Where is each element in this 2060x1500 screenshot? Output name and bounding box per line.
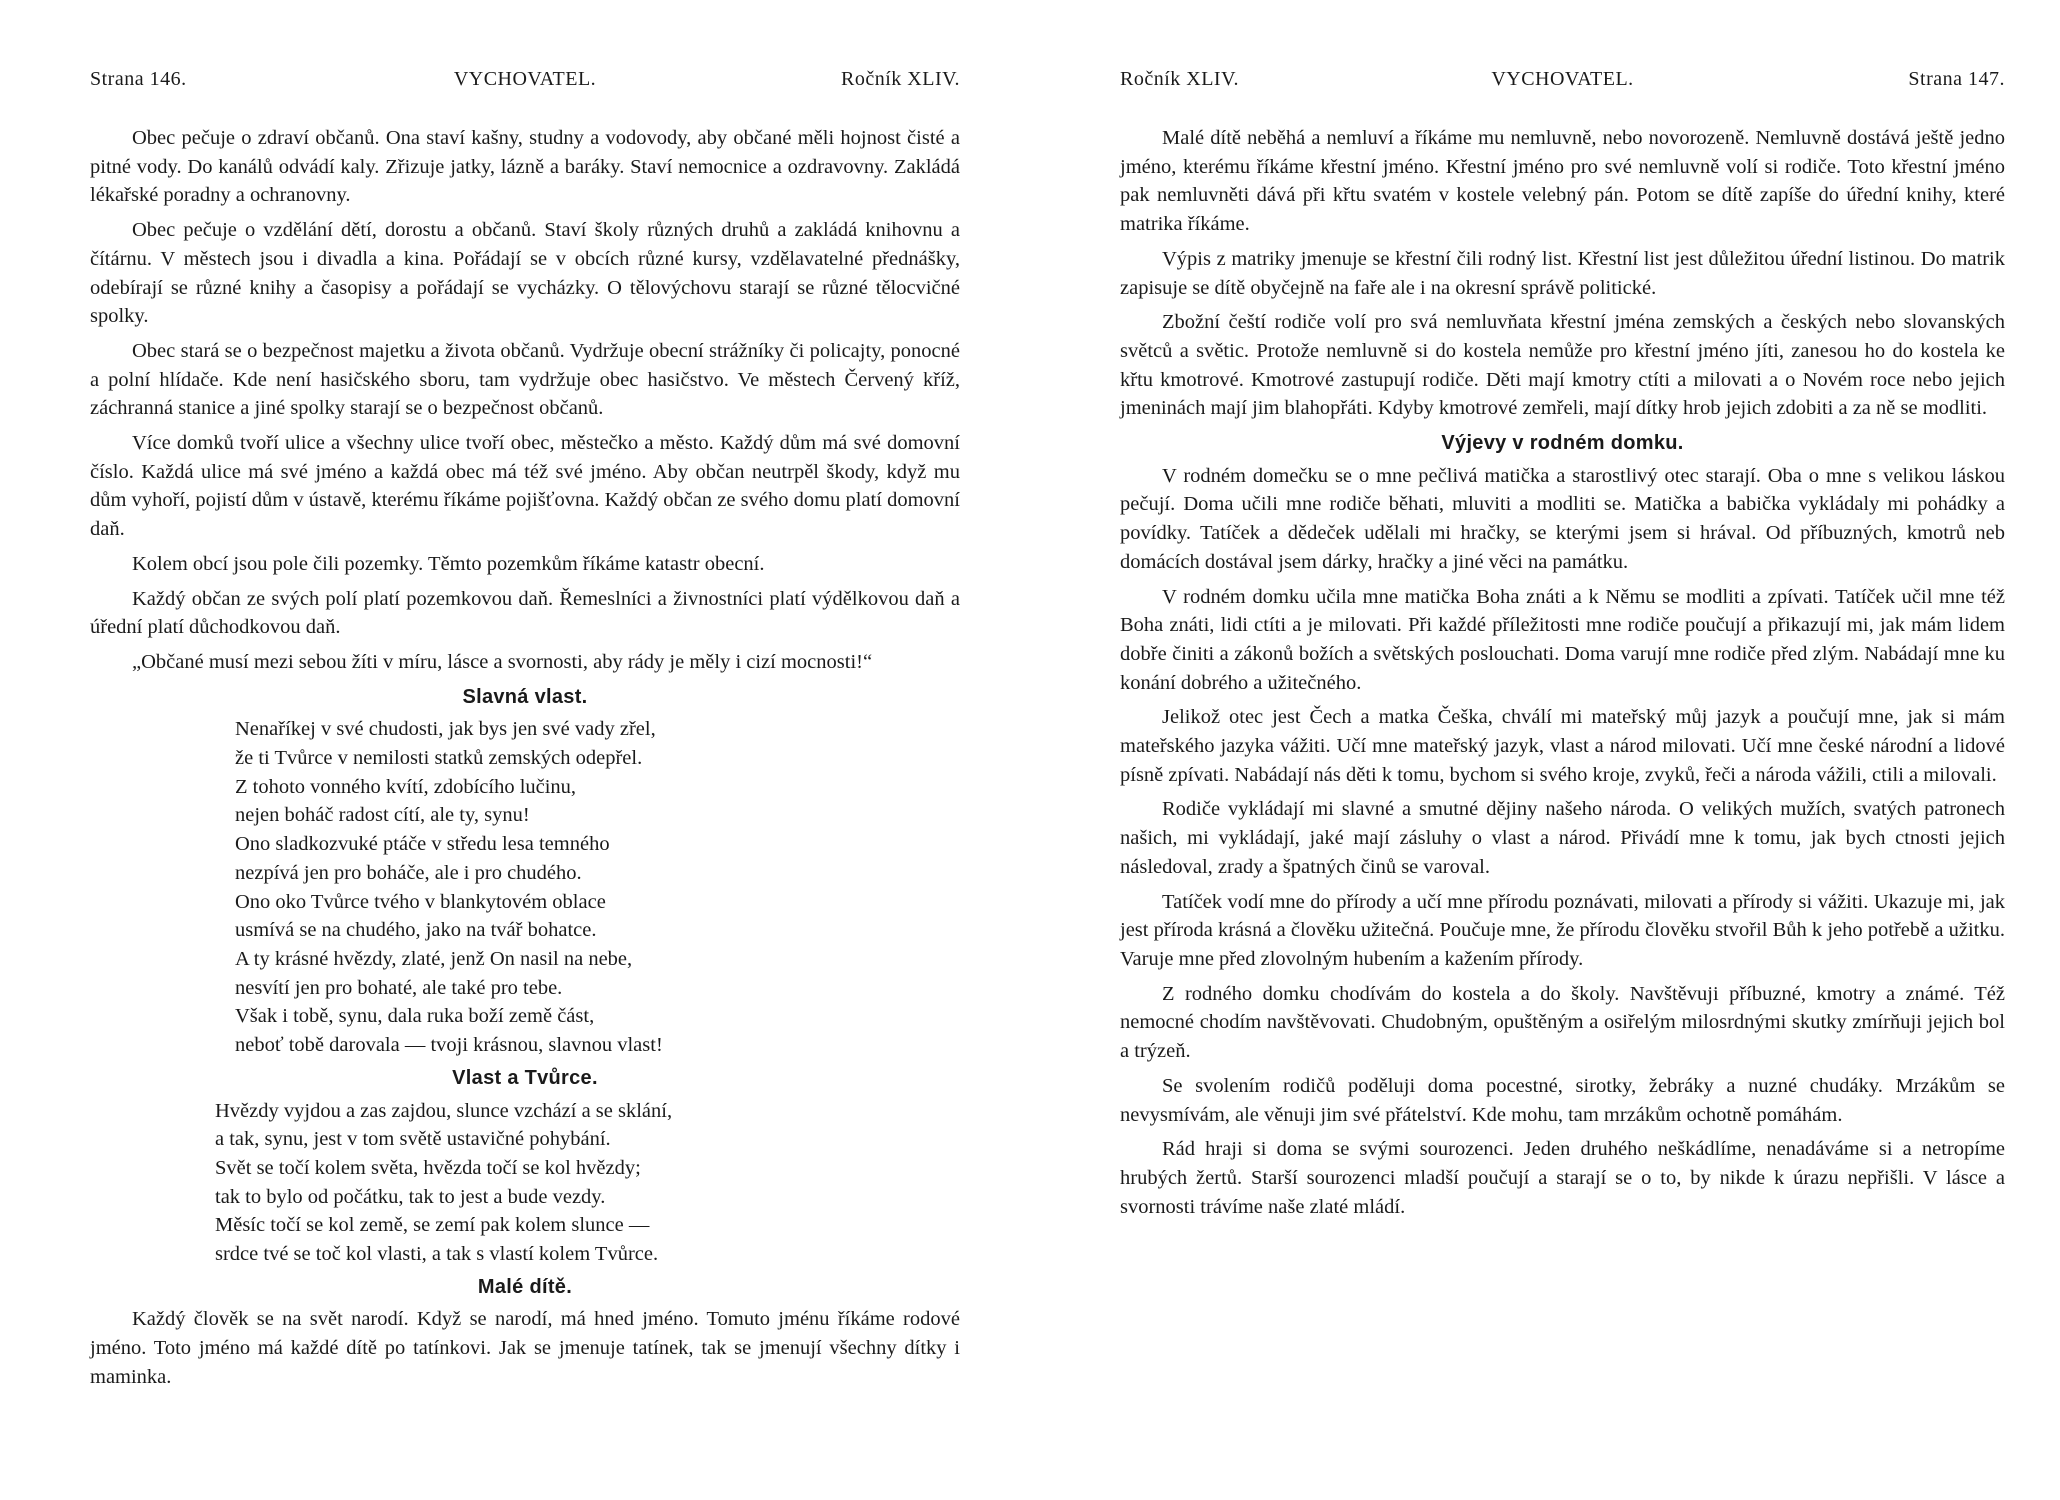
- paragraph: Z rodného domku chodívám do kostela a do školy. Navštěvuji příbuzné, kmotry a známé. Též nemocné chodím navštěvovati. Chudobným, opuštěným a osiřelým milosrdnými skutky zmírňuji jejich bol a trýzeň.: [1120, 982, 2005, 1063]
- poem-line: nejen boháč radost cítí, ale ty, synu!: [235, 804, 530, 827]
- left-page: [90, 0, 960, 1500]
- paragraph: Zbožní čeští rodiče volí pro svá nemluvňata křestní jména zemských a českých nebo slovanských světců a světic. Protože nemluvně si do kostela nemůže pro křestní jméno jíti, zanesou ho do kostela ke křtu kmotrové. Kmotrové zastupují rodiče. Děti mají kmotry ctíti a milovati a o Novém roce nebo jejich jmeninách mají jim blahopřáti. Kdyby kmotrové zemřeli, mají dítky hrob jejich zdobiti a za ně se modliti.: [1120, 311, 2005, 420]
- volume-label: Ročník XLIV.: [841, 68, 960, 90]
- poem-line: že ti Tvůrce v nemilosti statků zemských odepřel.: [235, 747, 643, 770]
- poem-line: Svět se točí kolem světa, hvězda točí se kol hvězdy;: [215, 1156, 641, 1179]
- page-number: Strana 146.: [90, 68, 187, 90]
- paragraph: Rád hraji si doma se svými sourozenci. Jeden druhého neškádlíme, nenadáváme si a netropíme hrubých žertů. Starší sourozenci mladší poučují a starají se o to, by nikde k úrazu nepřišli. V lásce a svornosti trávíme naše zlaté mládí.: [1120, 1138, 2005, 1218]
- paragraph: Obec pečuje o zdraví občanů. Ona staví kašny, studny a vodovody, aby občané měli hojnost čisté a pitné vody. Do kanálů odvádí kaly. Zřizuje jatky, lázně a baráky. Staví nemocnice a ozdravovny. Zakládá lékařské poradny a ochranovny.: [90, 127, 960, 207]
- poem-line: srdce tvé se toč kol vlasti, a tak s vlastí kolem Tvůrce.: [215, 1243, 659, 1266]
- poem-line: Nenaříkej v své chudosti, jak bys jen své vady zřel,: [235, 718, 656, 741]
- poem-line: Ono oko Tvůrce tvého v blankytovém oblace: [235, 890, 606, 913]
- left-page-body: [90, 124, 960, 1398]
- paragraph: Obec stará se o bezpečnost majetku a života občanů. Vydržuje obecní strážníky či policajty, ponocné a polní hlídače. Kde není hasičského sboru, tam vydržuje obec hasičstvo. Ve městech Červený kříž, záchranná stanice a jiné spolky starají se o bezpečnost občanů.: [90, 339, 960, 420]
- volume-label: Ročník XLIV.: [1120, 68, 1239, 90]
- poem: [90, 715, 960, 1059]
- paragraph: Každý člověk se na svět narodí. Když se narodí, má hned jméno. Tomuto jménu říkáme rodové jméno. Toto jméno má každé dítě po tatínkovi. Jak se jmenuje tatínek, tak se jmenují všechny dítky i maminka.: [90, 1308, 960, 1388]
- paragraph: Jelikož otec jest Čech a matka Češka, chválí mi mateřský můj jazyk a poučují mne, jak si mám mateřského jazyka vážiti. Učí mne mateřský jazyk, vlast a národ milovati. Učí mne české národní a lidové písně zpívati. Nabádají nás děti k tomu, bychom si svého kroje, zvyků, řeči a národa vážili, ctili a milovali.: [1120, 706, 2005, 786]
- paragraph: Tatíček vodí mne do přírody a učí mne přírodu poznávati, milovati a přírody si vážiti. Ukazuje mi, jak jest příroda krásná a člověku užitečná. Poučuje mne, že přírodu člověku stvořil Bůh k jeho potřebě a užitku. Varuje mne před zlovolným hubením a kažením přírody.: [1120, 890, 2005, 970]
- poem-line: a tak, synu, jest v tom světě ustavičné pohybání.: [215, 1128, 611, 1151]
- right-page-header: [1120, 68, 2005, 98]
- paragraph: V rodném domku učila mne matička Boha znáti a k Němu se modliti a zpívati. Tatíček učil mne též Boha znáti, lidi ctíti a je milovati. Při každé příležitosti mne rodiče poučují a přikazují mi, jak mám lidem dobře činiti a zákonů božích a světských poslouchati. Doma varují mne rodiče před zlým. Nabádají mne ku konání dobrého a užitečného.: [1120, 585, 2005, 694]
- poem-line: tak to bylo od počátku, tak to jest a bude vezdy.: [215, 1185, 606, 1208]
- poem-line: Z tohoto vonného kvítí, zdobícího lučinu,: [235, 775, 577, 798]
- poem-line: A ty krásné hvězdy, zlaté, jenž On nasil na nebe,: [235, 947, 633, 970]
- paragraph: Malé dítě neběhá a nemluví a říkáme mu nemluvně, nebo novorozeně. Nemluvně dostává ještě jedno jméno, kterému říkáme křestní jméno. Křestní jméno pro své nemluvně volí si rodiče. Toto křestní jméno pak nemluvněti dává při křtu svatém v kostele velebný pán. Potom se dítě zapíše do úřední knihy, které matrika říkáme.: [1120, 127, 2005, 236]
- paragraph: Více domků tvoří ulice a všechny ulice tvoří obec, městečko a město. Každý dům má své domovní číslo. Každá ulice má své jméno a každá obec má též své jméno. Aby občan neutrpěl škody, když mu dům vyhoří, pojistí dům v ústavě, kterému říkáme pojišťovna. Každý občan ze svého domu platí domovní daň.: [90, 432, 960, 541]
- poem: [90, 1097, 960, 1269]
- page-number: Strana 147.: [1908, 68, 2005, 90]
- right-page: [1120, 0, 2005, 1500]
- right-page-body: [1120, 124, 2005, 1227]
- paragraph: Rodiče vykládají mi slavné a smutné dějiny našeho národa. O velikých mužích, svatých patronech našich, mi vykládají, jaké mají zásluhy o vlast a národ. Přivádí mne k tomu, jak bych ctnosti jejich následoval, zrady a špatných činů se varoval.: [1120, 798, 2005, 878]
- poem-line: neboť tobě darovala — tvoji krásnou, slavnou vlast!: [235, 1034, 663, 1057]
- paragraph: Kolem obcí jsou pole čili pozemky. Těmto pozemkům říkáme katastr obecní.: [132, 552, 765, 575]
- journal-title: VYCHOVATEL.: [453, 68, 597, 90]
- poem-line: Ono sladkozvuké ptáče v středu lesa temného: [235, 833, 610, 856]
- section-heading: Výjevy v rodném domku.: [1441, 432, 1684, 455]
- paragraph: V rodném domečku se o mne pečlivá matička a starostlivý otec starají. Oba o mne s velikou láskou pečují. Doma učili mne rodiče běhati, mluviti a modliti se. Matička a babička vykládaly mi pohádky a povídky. Tatíček a dědeček udělali mi hračky, se kterými jsem si hrával. Od příbuzných, kmotrů neb domácích dostával jsem dárky, hračky a jiné věci na památku.: [1120, 464, 2005, 573]
- poem-line: nesvítí jen pro bohaté, ale také pro tebe.: [235, 976, 563, 999]
- section-heading: Slavná vlast.: [462, 685, 588, 708]
- paragraph: „Občané musí mezi sebou žíti v míru, lásce a svornosti, aby rády je měly i cizí mocnosti!“: [132, 650, 873, 673]
- poem-line: Však i tobě, synu, dala ruka boží země část,: [235, 1005, 595, 1028]
- poem-line: usmívá se na chudého, jako na tvář bohatce.: [235, 919, 597, 942]
- paragraph: Výpis z matriky jmenuje se křestní čili rodný list. Křestní list jest důležitou úřední listinou. Do matrik zapisuje se dítě obyčejně na faře ale i na okresní správě politické.: [1120, 247, 2005, 299]
- poem-line: nezpívá jen pro boháče, ale i pro chudého.: [235, 861, 582, 884]
- journal-title: VYCHOVATEL.: [1491, 68, 1634, 90]
- paragraph: Obec pečuje o vzdělání dětí, dorostu a občanů. Staví školy různých druhů a zakládá knihovnu a čítárnu. V městech jsou i divadla a kina. Pořádají se v obcích různé kursy, vzdělavatelné přednášky, odebírají se různé knihy a časopisy a pořádají se vycházky. O tělovýchovu starají se různé tělocvičné spolky.: [90, 219, 960, 328]
- paragraph: Každý občan ze svých polí platí pozemkovou daň. Řemeslníci a živnostníci platí výdělkovou daň a úřední platí důchodkovou daň.: [90, 587, 960, 639]
- poem-line: Měsíc točí se kol země, se zemí pak kolem slunce —: [215, 1214, 650, 1237]
- left-page-header: [90, 68, 960, 98]
- poem-line: Hvězdy vyjdou a zas zajdou, slunce vzchází a se sklání,: [215, 1099, 673, 1122]
- section-heading: Vlast a Tvůrce.: [452, 1066, 598, 1089]
- section-heading: Malé dítě.: [477, 1275, 573, 1298]
- paragraph: Se svolením rodičů poděluji doma pocestné, sirotky, žebráky a nuzné chudáky. Mrzákům se nevysmívám, ale věnuji jim své přátelství. Kde mohu, tam mrzákům ochotně pomáhám.: [1120, 1074, 2005, 1126]
